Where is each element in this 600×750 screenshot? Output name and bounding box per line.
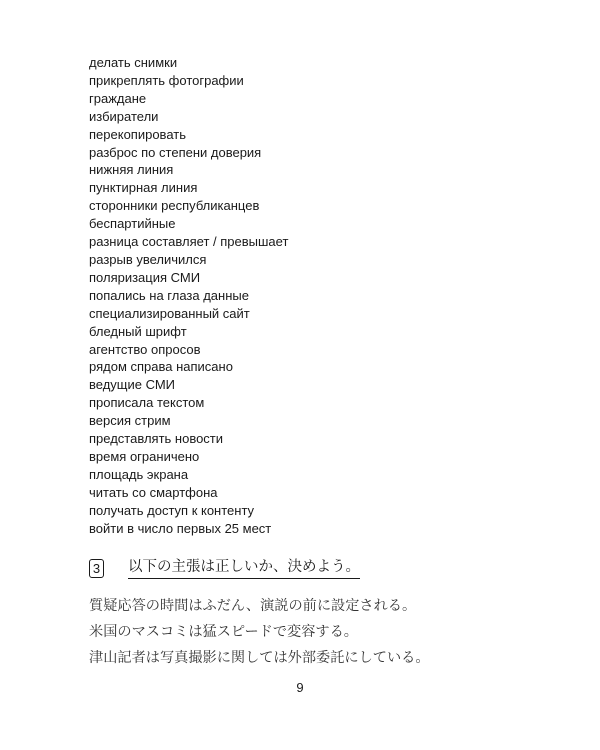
vocab-item: разница составляет / превышает bbox=[89, 234, 289, 250]
vocab-item: агентство опросов bbox=[89, 341, 201, 357]
statement-item: 米国のマスコミは猛スピードで変容する。 bbox=[89, 624, 358, 640]
vocab-item: разброс по степени доверия bbox=[89, 144, 262, 160]
vocab-item: граждане bbox=[89, 90, 147, 106]
section-title: 以下の主張は正しいか、決めよう。 bbox=[128, 557, 360, 579]
section-heading bbox=[89, 557, 360, 579]
statement-item: 質疑応答の時間はふだん、演説の前に設定される。 bbox=[89, 598, 417, 614]
page-number: 9 bbox=[296, 680, 304, 695]
vocab-item: попались на глаза данные bbox=[89, 287, 249, 303]
vocab-item: представлять новости bbox=[89, 431, 224, 447]
vocab-item: специализированный сайт bbox=[89, 305, 250, 321]
vocab-item: читать со смартфона bbox=[89, 484, 218, 500]
vocab-item: пунктирная линия bbox=[89, 180, 198, 196]
vocab-item: ведущие СМИ bbox=[89, 377, 176, 393]
vocab-item: бледный шрифт bbox=[89, 323, 187, 339]
statement-list bbox=[89, 593, 430, 671]
vocab-item: избиратели bbox=[89, 108, 159, 124]
vocab-item: прикреплять фотографии bbox=[89, 72, 244, 88]
vocab-item: получать доступ к контенту bbox=[89, 502, 255, 518]
vocab-item: площадь экрана bbox=[89, 466, 189, 482]
vocab-item: прописала текстом bbox=[89, 395, 205, 411]
vocab-item: версия стрим bbox=[89, 413, 171, 429]
vocab-item: поляризация СМИ bbox=[89, 269, 201, 285]
vocab-item: время ограничено bbox=[89, 448, 200, 464]
vocab-item: войти в число первых 25 мест bbox=[89, 520, 272, 536]
vocab-item: делать снимки bbox=[89, 55, 178, 70]
vocabulary-list bbox=[89, 54, 288, 537]
vocab-item: нижняя линия bbox=[89, 162, 174, 178]
statement-item: 津山記者は写真撮影に関しては外部委託にしている。 bbox=[89, 650, 430, 666]
vocab-item: перекопировать bbox=[89, 126, 186, 142]
vocab-item: разрыв увеличился bbox=[89, 251, 207, 267]
vocab-item: беспартийные bbox=[89, 216, 176, 232]
vocab-item: сторонники республиканцев bbox=[89, 198, 260, 214]
section-number-box: 3 bbox=[89, 559, 104, 578]
vocab-item: рядом справа написано bbox=[89, 359, 233, 375]
